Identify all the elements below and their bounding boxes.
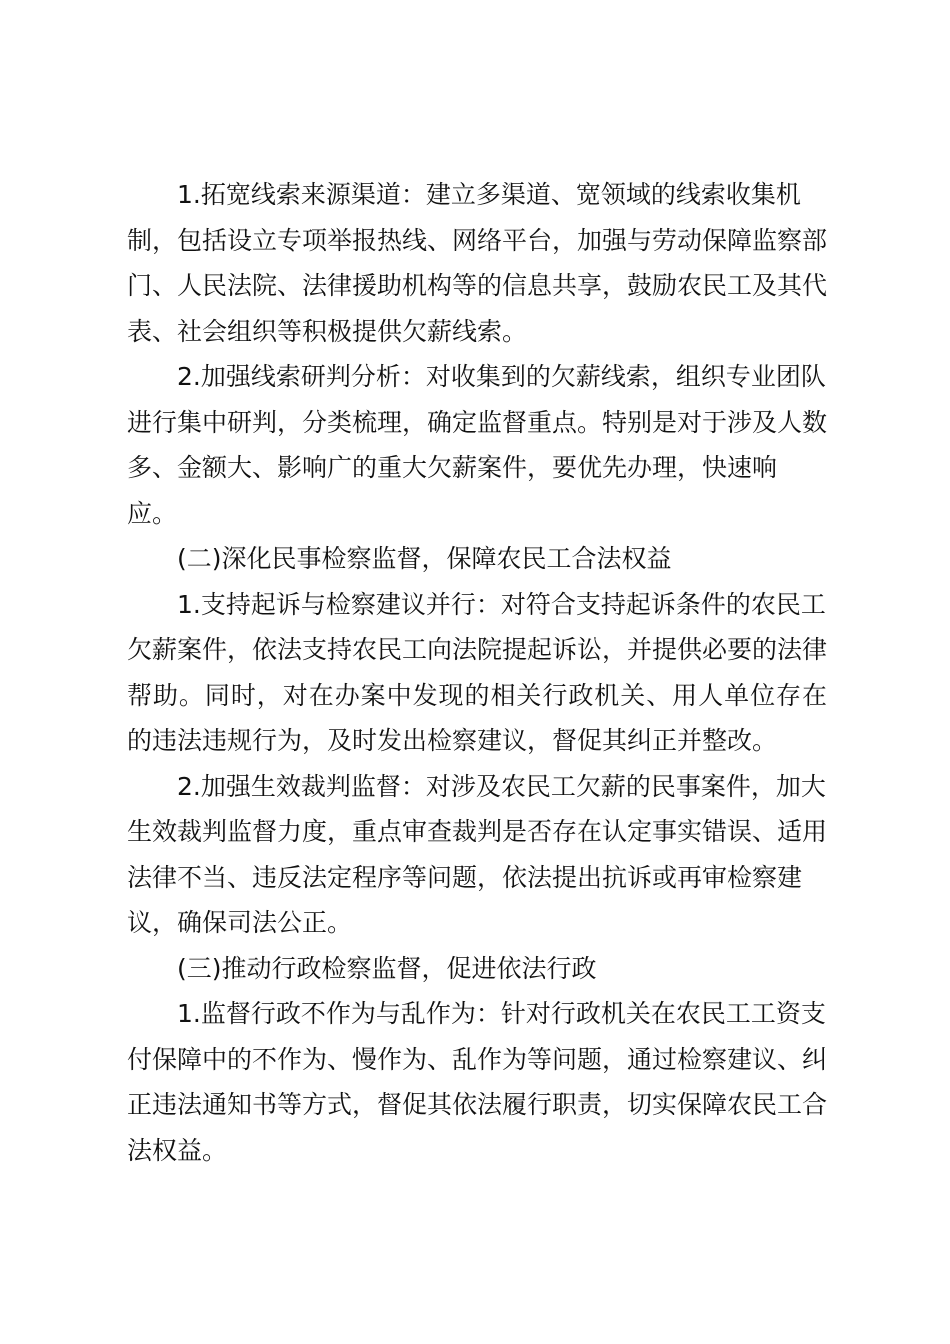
paragraph-4-line-2: 生效裁判监督力度，重点审查裁判是否存在认定事实错误、适用 [127,817,828,846]
paragraph-1-line-2: 制，包括设立专项举报热线、网络平台，加强与劳动保障监察部 [127,225,828,255]
paragraph-2-line-1: 2.加强线索研判分析：对收集到的欠薪线索，组织专业团队 [177,362,826,391]
paragraph-4-line-3: 法律不当、违反法定程序等问题，依法提出抗诉或再审检察建 [127,862,803,892]
paragraph-3-line-1: 1.支持起诉与检察建议并行：对符合支持起诉条件的农民工 [177,589,826,619]
paragraph-1-line-4: 表、社会组织等积极提供欠薪线索。 [127,316,528,346]
paragraph-5-line-2: 付保障中的不作为、慢作为、乱作为等问题，通过检察建议、纠 [127,1044,828,1074]
document-body [127,172,827,1173]
paragraph-3-line-4: 的违法违规行为，及时发出检察建议，督促其纠正并整改。 [127,726,778,755]
paragraph-1-line-3: 门、人民法院、法律援助机构等的信息共享，鼓励农民工及其代 [127,271,828,300]
paragraph-4-line-4: 议，确保司法公正。 [127,908,353,937]
paragraph-5-line-4: 法权益。 [127,1135,228,1165]
section-heading-2: (二)深化民事检察监督，保障农民工合法权益 [177,544,672,573]
paragraph-4-line-1: 2.加强生效裁判监督：对涉及农民工欠薪的民事案件，加大 [177,771,826,801]
section-heading-3: (三)推动行政检察监督，促进依法行政 [177,953,597,983]
paragraph-5-line-3: 正违法通知书等方式，督促其依法履行职责，切实保障农民工合 [127,1090,828,1119]
paragraph-1-line-1: 1.拓宽线索来源渠道：建立多渠道、宽领域的线索收集机 [177,180,801,209]
paragraph-2-line-3: 多、金额大、影响广的重大欠薪案件，要优先办理，快速响 [127,453,778,482]
paragraph-3-line-3: 帮助。同时，对在办案中发现的相关行政机关、用人单位存在 [127,680,827,710]
paragraph-2-line-4: 应。 [127,498,178,528]
paragraph-2-line-2: 进行集中研判，分类梳理，确定监督重点。特别是对于涉及人数 [127,407,828,437]
paragraph-5-line-1: 1.监督行政不作为与乱作为：针对行政机关在农民工工资支 [177,999,826,1028]
paragraph-3-line-2: 欠薪案件，依法支持农民工向法院提起诉讼，并提供必要的法律 [127,635,828,664]
